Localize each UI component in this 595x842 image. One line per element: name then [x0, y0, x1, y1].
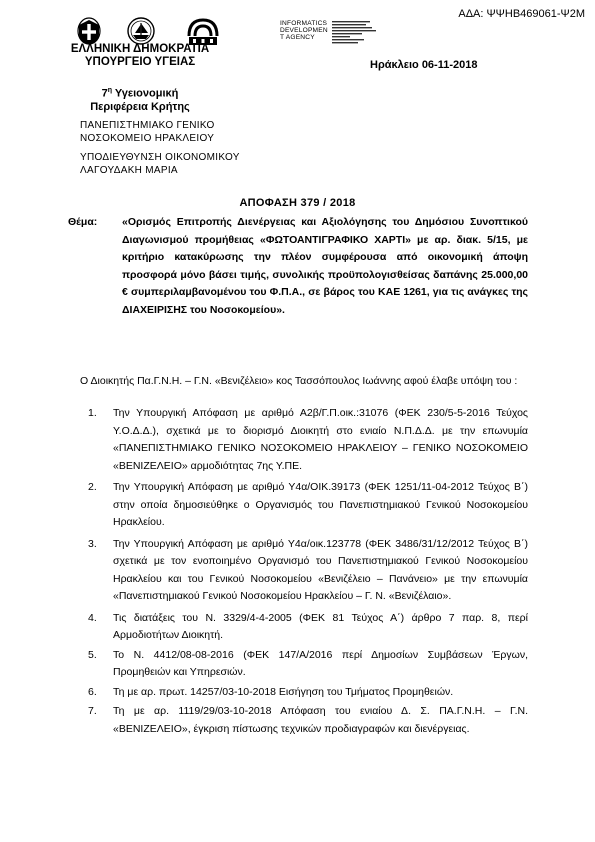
list-item-text: Τη με αρ. πρωτ. 14257/03-10-2018 Εισήγηση του Τμήματος Προμηθειών.: [113, 685, 454, 698]
republic-ministry-block: [70, 43, 210, 69]
list-item-number: 4.: [88, 611, 97, 624]
list-item-text: Τις διατάξεις του Ν. 3329/4-4-2005 (ΦΕΚ 81 Τεύχος Α΄) άρθρο 7 παρ. 8, περί Αρμοδιοτήτων Διοικητή.: [113, 611, 528, 641]
hospital-name-line2: ΝΟΣΟΚΟΜΕΙΟ ΗΡΑΚΛΕΙΟΥ: [80, 133, 215, 144]
list-item: [80, 684, 528, 702]
ida-line3: T AGENCY: [280, 34, 315, 42]
list-item: [80, 479, 528, 532]
health-region-block: [80, 84, 200, 114]
ship-seal-icon: [126, 16, 156, 46]
list-item: [80, 536, 528, 606]
greek-coat-of-arms-icon: [74, 16, 104, 46]
list-item-text: Την Υπουργική Απόφαση με αριθμό Υ4α/οικ.123778 (ΦΕΚ 3486/31/12/2012 Τεύχος Β΄) σχετικά με τον ενοποιημένο Οργανισμό του Πανεπιστημιακού Γενικού Νοσοκομείου Ηρακλείου και του Γενικού Νοσοκομείου «Βενιζέλειο – Πανάνειο» με την επωνυμία «Πανεπιστημιακού Γενικού Νοσοκομείου Ηρακλείου – Γ. Ν. «Βενιζέλαιο».: [113, 537, 528, 602]
hospital-name-block: [80, 119, 215, 145]
ida-line1: INFORMATICS: [280, 20, 328, 27]
list-item: [80, 405, 528, 475]
intro-paragraph: Ο Διοικητής Πα.Γ.Ν.Η. – Γ.Ν. «Βενιζέλειο» κος Τασσόπουλος Ιωάννης αφού έλαβε υπόψη του :: [80, 375, 518, 387]
region-number: 7: [101, 87, 108, 100]
list-item-number: 6.: [88, 685, 97, 698]
subdirectorate-name: ΥΠΟΔΙΕΥΘΥΝΣΗ ΟΙΚΟΝΟΜΙΚΟΥ: [80, 152, 240, 163]
subdirectorate-block: [80, 151, 240, 177]
ida-logo-text: [280, 20, 328, 42]
subdirectorate-contact: ΛΑΓΟΥΔΑΚΗ ΜΑΡΙΑ: [80, 165, 178, 176]
republic-label: ΕΛΛΗΝΙΚΗ ΔΗΜΟΚΡΑΤΙΑ: [70, 43, 210, 55]
document-code: ΑΔΑ: ΨΨΗΒ469061-Ψ2Μ: [458, 8, 585, 20]
ministry-label: ΥΠΟΥΡΓΕΙΟ ΥΓΕΙΑΣ: [84, 56, 196, 68]
list-item-text: Το Ν. 4412/08-08-2016 (ΦΕΚ 147/Α/2016 περί Δημοσίων Συμβάσεων Έργων, Προμηθειών και Υπηρεσιών.: [113, 648, 528, 678]
considerations-list: [80, 405, 528, 740]
list-item: [80, 610, 528, 645]
hospital-name-line1: ΠΑΝΕΠΙΣΤΗΜΙΑΚΟ ΓΕΝΙΚΟ: [80, 120, 215, 131]
ida-line2: DEVELOPMEN: [280, 27, 328, 35]
list-item-number: 3.: [88, 537, 97, 550]
list-item-text: Την Υπουργική Απόφαση με αριθμό Υ4α/ΟΙΚ.39173 (ΦΕΚ 1251/11-04-2012 Τεύχος Β΄) στην οποία δημοσιεύθηκε ο Οργανισμός του Πανεπιστημιακού Γενικού Νοσοκομείου Ηρακλείου.: [113, 481, 528, 528]
ida-fineprint-icon: [332, 20, 388, 54]
list-item-number: 1.: [88, 407, 97, 419]
ida-logo-block: [280, 20, 440, 54]
list-item-text: Τη με αρ. 1119/29/03-10-2018 Απόφαση του ενιαίου Δ. Σ. ΠΑ.Γ.Ν.Η. – Γ.Ν. «ΒΕΝΙΖΕΛΕΙΟ», έγκριση πίστωσης τεχνικών προδιαγραφών και διενέργειας.: [113, 705, 528, 735]
list-item-number: 2.: [88, 481, 97, 493]
list-item-text: Την Υπουργική Απόφαση με αριθμό Α2β/Γ.Π.οικ.:31076 (ΦΕΚ 230/5-5-2016 Τεύχος Υ.Ο.Δ.Δ.), σχετικά με το διορισμό Διοικητή στο ενιαίο Ν.Π.Δ.Δ. με την επωνυμία «ΠΑΝΕΠΙΣΤΗΜΙΑΚΟ ΓΕΝΙΚΟ ΝΟΣΟΚΟΜΕΙΟ ΗΡΑΚΛΕΙΟΥ – ΓΕΝΙΚΟ ΝΟΣΟΚΟΜΕΙΟ «ΒΕΝΙΖΕΛΕΙΟ» αρμοδιότητας 7ης Υ.ΠΕ.: [113, 407, 528, 472]
list-item: [80, 703, 528, 738]
decision-title: ΑΠΟΦΑΣΗ 379 / 2018: [239, 197, 356, 209]
health-region-line2: Περιφέρεια Κρήτης: [90, 100, 190, 113]
pagni-logo-icon: [186, 16, 220, 46]
subject-label: Θέμα:: [68, 216, 98, 228]
city-date: Ηράκλειο 06-11-2018: [370, 59, 478, 71]
list-item-number: 5.: [88, 648, 97, 661]
region-label-line1: Υγειονομική: [114, 87, 179, 100]
list-item: [80, 647, 528, 682]
subject-text: «Ορισμός Επιτροπής Διενέργειας και Αξιολόγησης του Δημόσιου Συνοπτικού Διαγωνισμού προμήθειας «ΦΩΤΟΑΝΤΙΓΡΑΦΙΚΟ ΧΑΡΤΙ» με αρ. διακ. 5/15, με κριτήριο κατακύρωσης την πλέον συμφέρουσα από οικονομική άποψη προσφορά μόνο βάσει τιμής, συνολικής προϋπολογισθείσας δαπάνης 25.000,00 € συμπεριλαμβανομένου του Φ.Π.Α., σε βάρος του ΚΑΕ 1261, για τις ανάγκες της ΔΙΑΧΕΙΡΙΣΗΣ του Νοσοκομείου».: [122, 216, 528, 316]
health-region-line1: [80, 84, 200, 101]
list-item-number: 7.: [88, 705, 97, 717]
region-ordinal: η: [107, 87, 113, 94]
